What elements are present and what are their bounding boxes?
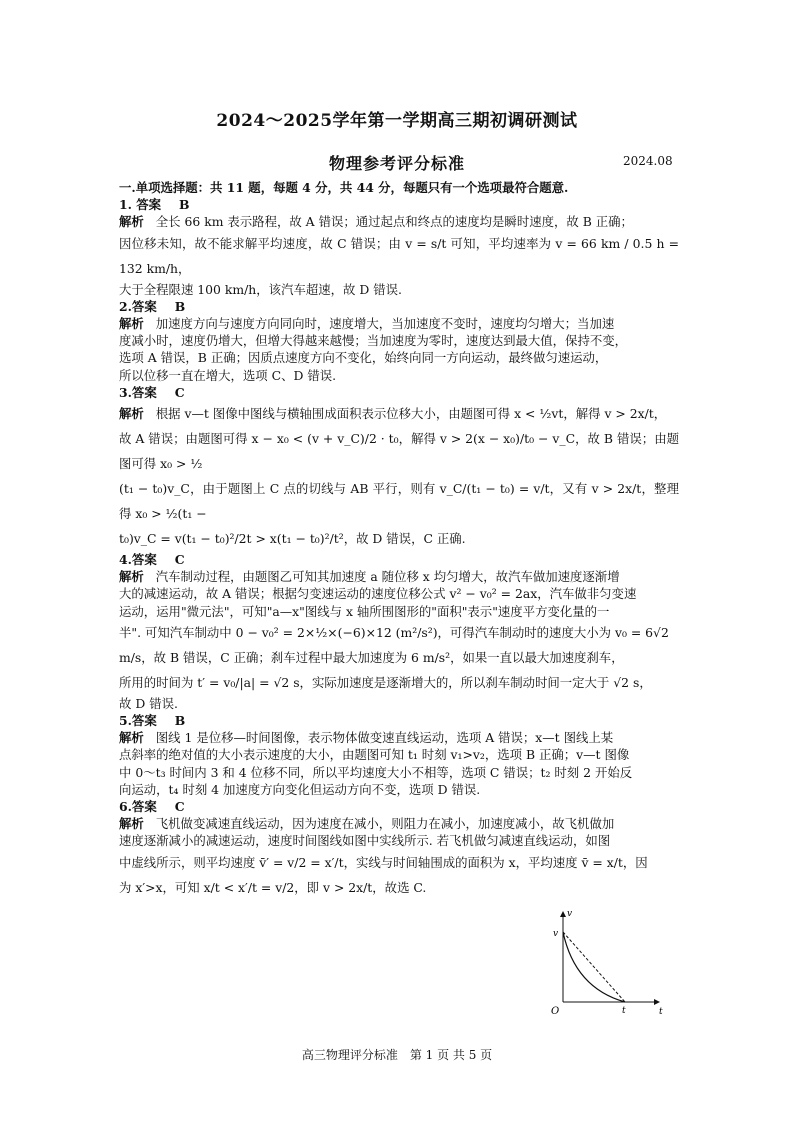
analysis-text: 根据 v—t 图像中图线与横轴围成面积表示位移大小，由题图可得 x < ½vt，解得 v > 2x/t，	[155, 406, 667, 422]
analysis-line: 大于全程限速 100 km/h，该汽车超速，故 D 错误.	[119, 281, 402, 297]
analysis-line: 度减小时，速度仍增大，但增大得越来越慢；当加速度为零时，速度达到最大值，保持不变，	[119, 333, 628, 349]
answer-line-q4	[119, 551, 679, 568]
answer-line-q3	[119, 384, 679, 401]
analysis-line: m/s，故 B 错误，C 正确；刹车过程中最大加速度为 6 m/s²，如果一直以最大加速度刹车，	[119, 649, 624, 665]
document-date: 2024.08	[623, 154, 673, 168]
analysis-line: 向运动，t₄ 时刻 4 加速度方向变化但运动方向不变，选项 D 错误.	[119, 781, 481, 797]
analysis-text: 加速度方向与速度方向同向时，速度增大，当加速度不变时，速度均匀增大；当加速	[155, 316, 615, 332]
answer-letter: C	[174, 552, 185, 568]
end-time-label: t	[622, 1006, 626, 1016]
analysis-text: 飞机做变减速直线运动，因为速度在减小，则阻力在减小，加速度减小，故飞机做加	[155, 816, 615, 832]
analysis-line	[119, 401, 679, 426]
analysis-label: 解析	[119, 214, 144, 230]
answer-line-q6	[119, 798, 679, 815]
analysis-line: 半". 可知汽车制动中 0 − v₀² = 2×½×(−6)×12 (m²/s²)，可得汽车制动时的速度大小为 v₀ = 6√2	[119, 624, 669, 640]
section-heading: 一.单项选择题：共 11 题，每题 4 分，共 44 分，每题只有一个选项最符合题意.	[119, 180, 569, 195]
analysis-line: 故 D 错误.	[119, 695, 178, 711]
analysis-line: 故 A 错误；由题图可得 x − x₀ < (v + v_C)/2 · t₀，解得 v > 2(x − x₀)/t₀ − v_C，故 B 错误；由题图可得 x₀ > ½	[119, 431, 679, 472]
analysis-line: 因位移未知，故不能求解平均速度，故 C 错误；由 v = s/t 可知，平均速率为 v = 66 km / 0.5 h = 132 km/h，	[119, 235, 679, 276]
analysis-line	[119, 315, 679, 332]
analysis-line: 所用的时间为 t′ = v₀/|a| = √2 s，实际加速度是逐渐增大的，所以刹车制动时间一定大于 √2 s，	[119, 674, 652, 690]
uniform-deceleration-dashed-line	[563, 932, 625, 1002]
solutions-body	[119, 179, 679, 900]
analysis-line: 中 0～t₃ 时间内 3 和 4 位移不同，所以平均速度大小不相等，选项 C 错误；t₂ 时刻 2 开始反	[119, 764, 633, 780]
answer-line-q5	[119, 712, 679, 729]
analysis-line	[119, 815, 679, 832]
analysis-label: 解析	[119, 816, 144, 832]
answer-letter: C	[174, 384, 185, 400]
analysis-text: 图线 1 是位移—时间图像，表示物体做变速直线运动，选项 A 错误；x—t 图线上某	[155, 730, 614, 746]
velocity-axis-label: v	[567, 909, 573, 919]
answer-label: 4.答案	[119, 552, 157, 568]
analysis-line: 选项 A 错误，B 正确；因质点速度方向不变化，始终向同一方向运动，最终做匀速运动，	[119, 350, 608, 366]
analysis-text: 汽车制动过程，由题图乙可知其加速度 a 随位移 x 均匀增大，故汽车做加速度逐渐增	[155, 569, 620, 585]
analysis-line: 运动，运用"微元法"，可知"a—x"图线与 x 轴所围图形的"面积"表示"速度平方变化量的一	[119, 603, 610, 619]
analysis-line	[119, 729, 679, 746]
page-footer: 高三物理评分标准 第 1 页 共 5 页	[301, 1048, 493, 1062]
analysis-label: 解析	[119, 406, 144, 422]
answer-line-q1	[119, 196, 679, 213]
answer-letter: C	[174, 799, 185, 815]
answer-line-q2	[119, 298, 679, 315]
answer-letter: B	[174, 713, 186, 729]
initial-velocity-label: v	[553, 929, 559, 939]
answer-letter: B	[174, 298, 186, 314]
answer-label: 1. 答案	[119, 197, 162, 213]
analysis-line	[119, 213, 679, 230]
analysis-line: 为 x′>x，可知 x/t < x′/t = v/2，即 v > 2x/t，故选 C.	[119, 879, 427, 895]
analysis-line: (t₁ − t₀)v_C，由于题图上 C 点的切线与 AB 平行，则有 v_C/(t₁ − t₀) = v/t，又有 v > 2x/t，整理得 x₀ > ½(t₁ −	[119, 481, 679, 522]
time-axis-label: t	[659, 1007, 663, 1017]
analysis-line: t₀)v_C = v(t₁ − t₀)²/2t > x(t₁ − t₀)²/t²，故 D 错误，C 正确.	[119, 531, 466, 547]
analysis-line: 速度逐渐减小的减速运动，速度时间图线如图中实线所示. 若飞机做匀减速直线运动，如图	[119, 833, 611, 849]
analysis-label: 解析	[119, 316, 144, 332]
answer-label: 2.答案	[119, 298, 157, 314]
origin-label: O	[551, 1006, 560, 1017]
answer-label: 6.答案	[119, 799, 157, 815]
analysis-label: 解析	[119, 730, 144, 746]
answer-letter: B	[179, 197, 190, 213]
analysis-line: 点斜率的绝对值的大小表示速度的大小，由题图可知 t₁ 时刻 v₁>v₂，选项 B 正确；v—t 图像	[119, 747, 630, 763]
analysis-line: 所以位移一直在增大，选项 C、D 错误.	[119, 367, 337, 383]
velocity-time-graph	[545, 906, 665, 1024]
analysis-label: 解析	[119, 569, 144, 585]
answer-label: 5.答案	[119, 713, 157, 729]
document-subtitle: 物理参考评分标准	[328, 154, 465, 173]
analysis-line	[119, 568, 679, 585]
analysis-text: 全长 66 km 表示路程，故 A 错误；通过起点和终点的速度均是瞬时速度，故 B 正确；	[155, 214, 633, 230]
document-title: 2024～2025学年第一学期高三期初调研测试	[216, 111, 578, 131]
analysis-line: 中虚线所示，则平均速度 v̄′ = v/2 = x′/t，实线与时间轴围成的面积为 x，平均速度 v̄ = x/t，因	[119, 854, 648, 870]
answer-label: 3.答案	[119, 384, 157, 400]
analysis-line: 大的减速运动，故 A 错误；根据匀变速运动的速度位移公式 v² − v₀² = 2ax，汽车做非匀变速	[119, 586, 637, 602]
